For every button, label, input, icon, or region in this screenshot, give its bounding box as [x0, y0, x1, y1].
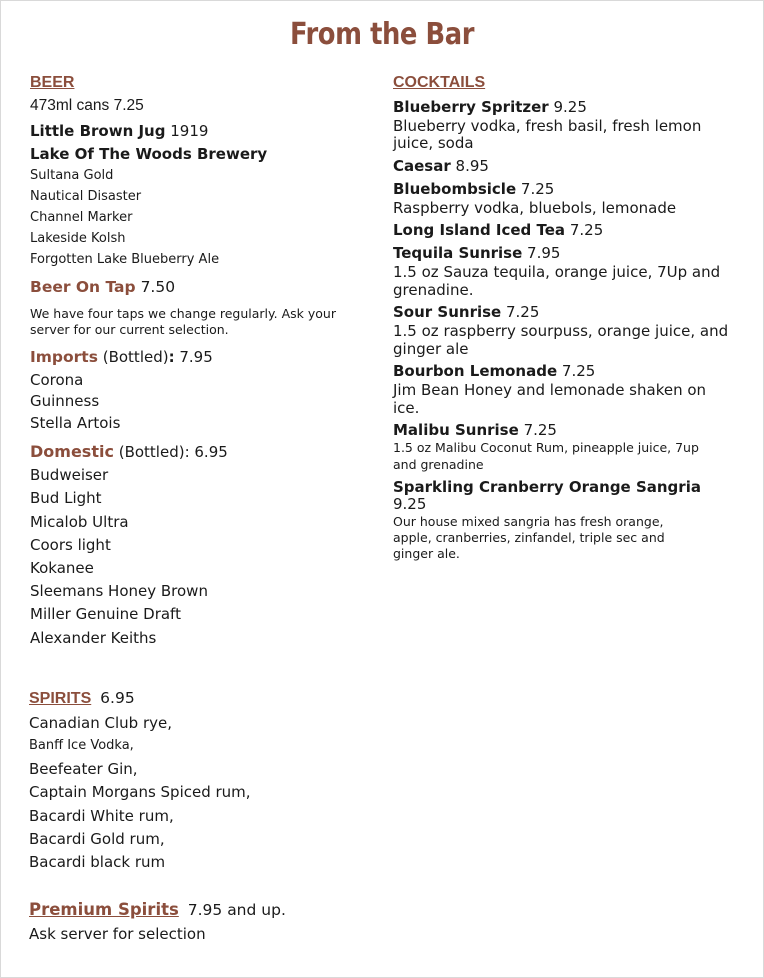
cocktail-desc: Our house mixed sangria has fresh orange,	[393, 514, 664, 529]
cocktail-item	[393, 180, 554, 198]
little-brown-jug-price: 1919	[170, 122, 209, 140]
cocktail-name: Sparkling Cranberry Orange Sangria	[393, 478, 701, 496]
beer-cans: 473ml cans 7.25	[30, 97, 144, 114]
lotw-item: Lakeside Kolsh	[30, 231, 126, 246]
cocktail-item	[393, 157, 489, 175]
cocktails-heading: COCKTAILS	[393, 74, 486, 91]
domestic-item: Alexander Keiths	[30, 629, 157, 647]
cocktail-price: 9.25	[393, 495, 427, 513]
spirits-item: Bacardi White rum,	[29, 807, 174, 825]
page-title: From the Bar	[289, 17, 475, 52]
domestic-item: Budweiser	[30, 466, 109, 484]
cocktail-price: 7.25	[520, 180, 555, 198]
imports-item: Stella Artois	[30, 414, 121, 432]
cocktail-desc: grenadine.	[393, 281, 474, 299]
cocktail-desc: Blueberry vodka, fresh basil, fresh lemon	[393, 117, 702, 135]
cocktail-desc: ginger ale.	[393, 546, 460, 561]
cocktail-price: 7.95	[527, 244, 561, 262]
cocktail-desc: 1.5 oz Malibu Coconut Rum, pineapple juice, 7up	[393, 440, 699, 455]
beer-on-tap	[30, 278, 175, 296]
spirits-item: Beefeater Gin,	[29, 760, 138, 778]
cocktail-price: 7.25	[561, 362, 596, 380]
imports-line	[30, 348, 213, 366]
lotw-item: Sultana Gold	[30, 168, 114, 183]
imports-note: (Bottled)	[102, 348, 169, 366]
cocktail-price: 9.25	[553, 98, 587, 116]
beer-on-tap-desc: server for our current selection.	[30, 322, 229, 337]
spirits-item: Bacardi Gold rum,	[29, 830, 165, 848]
cocktail-name: Bluebombsicle	[393, 180, 517, 198]
spirits-line	[29, 689, 135, 708]
cocktail-price: 7.25	[523, 421, 557, 439]
premium-spirits-note: Ask server for selection	[29, 925, 206, 943]
cocktail-desc: Raspberry vodka, bluebols, lemonade	[393, 199, 677, 217]
domestic-item: Kokanee	[30, 559, 94, 577]
imports-colon: :	[168, 348, 175, 366]
domestic-note: (Bottled): 6.95	[118, 443, 228, 461]
imports-item: Guinness	[30, 392, 100, 410]
domestic-item: Coors light	[30, 536, 111, 554]
domestic-item: Miller Genuine Draft	[30, 605, 181, 623]
cocktail-item	[393, 421, 557, 439]
imports-price: 7.95	[179, 348, 213, 366]
domestic-item: Micalob Ultra	[30, 513, 129, 531]
beer-on-tap-price: 7.50	[140, 278, 176, 296]
beer-on-tap-desc: We have four taps we change regularly. Ask your	[30, 306, 336, 321]
cocktail-name: Malibu Sunrise	[393, 421, 519, 439]
domestic-name: Domestic	[30, 442, 114, 461]
cocktail-item	[393, 362, 595, 380]
cocktail-name: Caesar	[393, 157, 451, 175]
lotw-item: Forgotten Lake Blueberry Ale	[30, 252, 220, 267]
cocktail-item	[393, 303, 539, 321]
cocktail-item	[393, 244, 560, 262]
premium-spirits-price: 7.95 and up.	[187, 901, 286, 919]
cocktail-desc: ginger ale	[393, 340, 469, 358]
cocktail-desc: and grenadine	[393, 457, 484, 472]
cocktail-item	[393, 221, 603, 239]
cocktail-price: 8.95	[455, 157, 489, 175]
cocktail-desc: apple, cranberries, zinfandel, triple sec and	[393, 530, 665, 545]
imports-item: Corona	[30, 371, 84, 389]
spirits-price: 6.95	[100, 689, 135, 707]
cocktail-price: 7.25	[569, 221, 604, 239]
cocktail-name: Tequila Sunrise	[393, 244, 523, 262]
cocktail-name: Blueberry Spritzer	[393, 98, 549, 116]
lotw-item: Nautical Disaster	[30, 189, 142, 204]
cocktail-item	[393, 98, 587, 116]
spirits-item: Bacardi black rum	[29, 853, 166, 871]
cocktail-desc: 1.5 oz Sauza tequila, orange juice, 7Up and	[393, 263, 721, 281]
premium-spirits-line	[29, 900, 286, 919]
premium-spirits-name: Premium Spirits	[29, 900, 179, 919]
spirits-item: Canadian Club rye,	[29, 714, 172, 732]
domestic-line	[30, 442, 228, 461]
spirits-item: Captain Morgans Spiced rum,	[29, 783, 251, 801]
cocktail-desc: Jim Bean Honey and lemonade shaken on	[393, 381, 707, 399]
lotw-item: Channel Marker	[30, 210, 133, 225]
little-brown-jug-name: Little Brown Jug	[30, 122, 166, 140]
cocktail-price: 7.25	[506, 303, 540, 321]
imports-name: Imports	[30, 348, 98, 366]
beer-on-tap-name: Beer On Tap	[30, 278, 136, 296]
cocktail-name: Long Island Iced Tea	[393, 221, 566, 239]
cocktail-desc: ice.	[393, 399, 420, 417]
cocktail-name: Sour Sunrise	[393, 303, 502, 321]
cocktail-desc: juice, soda	[393, 134, 474, 152]
domestic-item: Bud Light	[30, 489, 102, 507]
domestic-item: Sleemans Honey Brown	[30, 582, 208, 600]
little-brown-jug	[30, 122, 208, 140]
spirits-heading: SPIRITS	[29, 690, 92, 707]
lotw-heading: Lake Of The Woods Brewery	[30, 145, 268, 163]
cocktail-desc: 1.5 oz raspberry sourpuss, orange juice, and	[393, 322, 729, 340]
cocktail-name: Bourbon Lemonade	[393, 362, 558, 380]
spirits-item: Banff Ice Vodka,	[29, 738, 134, 753]
beer-heading: BEER	[30, 74, 75, 91]
